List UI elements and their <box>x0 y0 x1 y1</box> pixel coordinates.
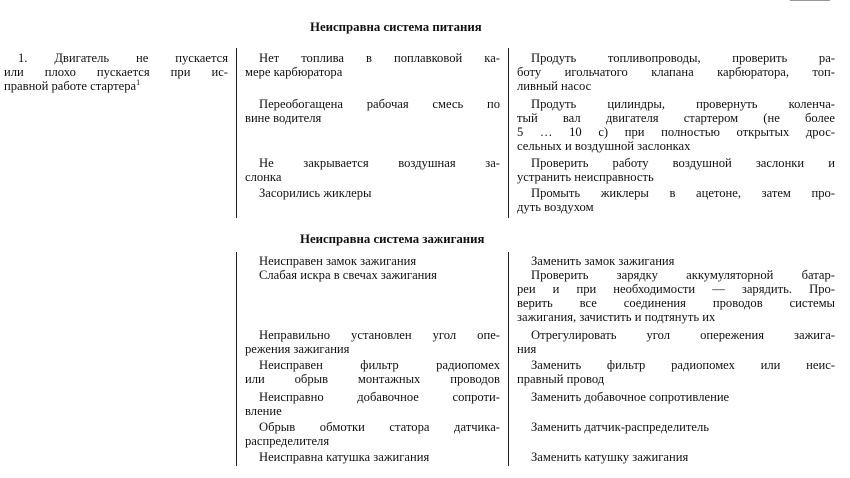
cause-line: Не закрывается воздушная за- <box>259 156 500 170</box>
cause-line: Неисправно добавочное сопроти- <box>259 390 500 404</box>
remedy-line: Заменить замок зажигания <box>531 254 675 268</box>
cause-line: Неисправен замок зажигания <box>259 254 417 268</box>
cause-line: Неисправна катушка зажигания <box>259 450 430 464</box>
footnote-mark: 1 <box>136 79 141 87</box>
cause-cell <box>245 51 500 79</box>
symptom-cell <box>4 51 228 93</box>
cause-cell <box>245 156 500 184</box>
cause-cell <box>245 420 500 448</box>
cause-line: слонка <box>245 170 282 184</box>
column-divider-4 <box>508 252 509 466</box>
section-title-fuel-system: Неисправна система питания <box>310 20 482 34</box>
cause-line: Нет топлива в поплавковой ка- <box>259 51 500 65</box>
cause-cell <box>245 358 500 386</box>
remedy-line: Продуть топливопроводы, проверить ра- <box>531 51 835 65</box>
remedy-cell <box>517 268 835 324</box>
remedy-cell <box>517 390 835 404</box>
remedy-line: Заменить добавочное сопротивление <box>531 390 730 404</box>
remedy-line: реи и при необходимости — зарядить. Про- <box>517 282 835 296</box>
remedy-cell <box>517 156 835 184</box>
remedy-line: зажигания, зачистить и подтянуть их <box>517 310 716 324</box>
remedy-line: Отрегулировать угол опережения зажига- <box>531 328 835 342</box>
remedy-line: боту игольчатого клапана карбюратора, топ- <box>517 65 835 79</box>
symptom-line <box>4 79 228 93</box>
remedy-line: правный провод <box>517 372 605 386</box>
cause-cell <box>245 97 500 125</box>
cause-line: Слабая искра в свечах зажигания <box>259 268 437 282</box>
cause-cell <box>245 254 500 282</box>
symptom-line: 1. Двигатель не пускается <box>18 51 228 65</box>
cause-line: Неисправен фильтр радиопомех <box>259 358 500 372</box>
symptom-line: или плохо пускается при ис- <box>4 65 228 79</box>
cause-cell <box>245 328 500 356</box>
remedy-line: Промыть жиклеры в ацетоне, затем про- <box>531 186 835 200</box>
remedy-line: 5 … 10 с) при полностью открытых дрос- <box>517 125 835 139</box>
remedy-line: Заменить фильтр радиопомех или неис- <box>531 358 835 372</box>
remedy-line: Заменить катушку зажигания <box>531 450 689 464</box>
remedy-line: ливный насос <box>517 79 592 93</box>
cause-line: Засорились жиклеры <box>259 186 372 200</box>
remedy-cell <box>517 254 835 268</box>
cause-line: распределителя <box>245 434 330 448</box>
remedy-cell <box>517 328 835 356</box>
section-title-ignition-system: Неисправна система зажигания <box>300 232 485 246</box>
remedy-line: тый вал двигателя стартером (не более <box>517 111 835 125</box>
remedy-line: сельных и воздушной заслонках <box>517 139 691 153</box>
remedy-cell <box>517 186 835 214</box>
remedy-line: дуть воздухом <box>517 200 594 214</box>
remedy-cell <box>517 51 835 93</box>
remedy-line: ния <box>517 342 537 356</box>
cause-line: Переобогащена рабочая смесь по <box>259 97 500 111</box>
remedy-line: верить все соединения проводов системы <box>517 296 835 310</box>
cause-line: Обрыв обмотки статора датчика- <box>259 420 500 434</box>
cause-line: мере карбюратора <box>245 65 343 79</box>
remedy-cell <box>517 97 835 153</box>
remedy-cell <box>517 450 835 464</box>
remedy-line: Проверить зарядку аккумуляторной батар- <box>531 268 835 282</box>
column-divider-2 <box>508 48 509 218</box>
cause-line: вине водителя <box>245 111 322 125</box>
remedy-cell <box>517 358 835 386</box>
cause-line: вление <box>245 404 282 418</box>
page-edge-rule <box>790 0 830 1</box>
cause-cell <box>245 186 500 200</box>
column-divider-1 <box>236 48 237 218</box>
remedy-line: Продуть цилиндры, провернуть коленча- <box>531 97 835 111</box>
symptom-line-text: правной работе стартера <box>4 79 137 93</box>
remedy-cell <box>517 420 835 434</box>
remedy-line: устранить неисправность <box>517 170 654 184</box>
remedy-line: Заменить датчик-распределитель <box>531 420 709 434</box>
remedy-line: Проверить работу воздушной заслонки и <box>531 156 835 170</box>
cause-cell <box>245 450 500 464</box>
cause-line: Неправильно установлен угол опе- <box>259 328 500 342</box>
cause-cell <box>245 390 500 418</box>
cause-line: режения зажигания <box>245 342 350 356</box>
column-divider-3 <box>236 252 237 466</box>
cause-line: или обрыв монтажных проводов <box>245 372 500 386</box>
